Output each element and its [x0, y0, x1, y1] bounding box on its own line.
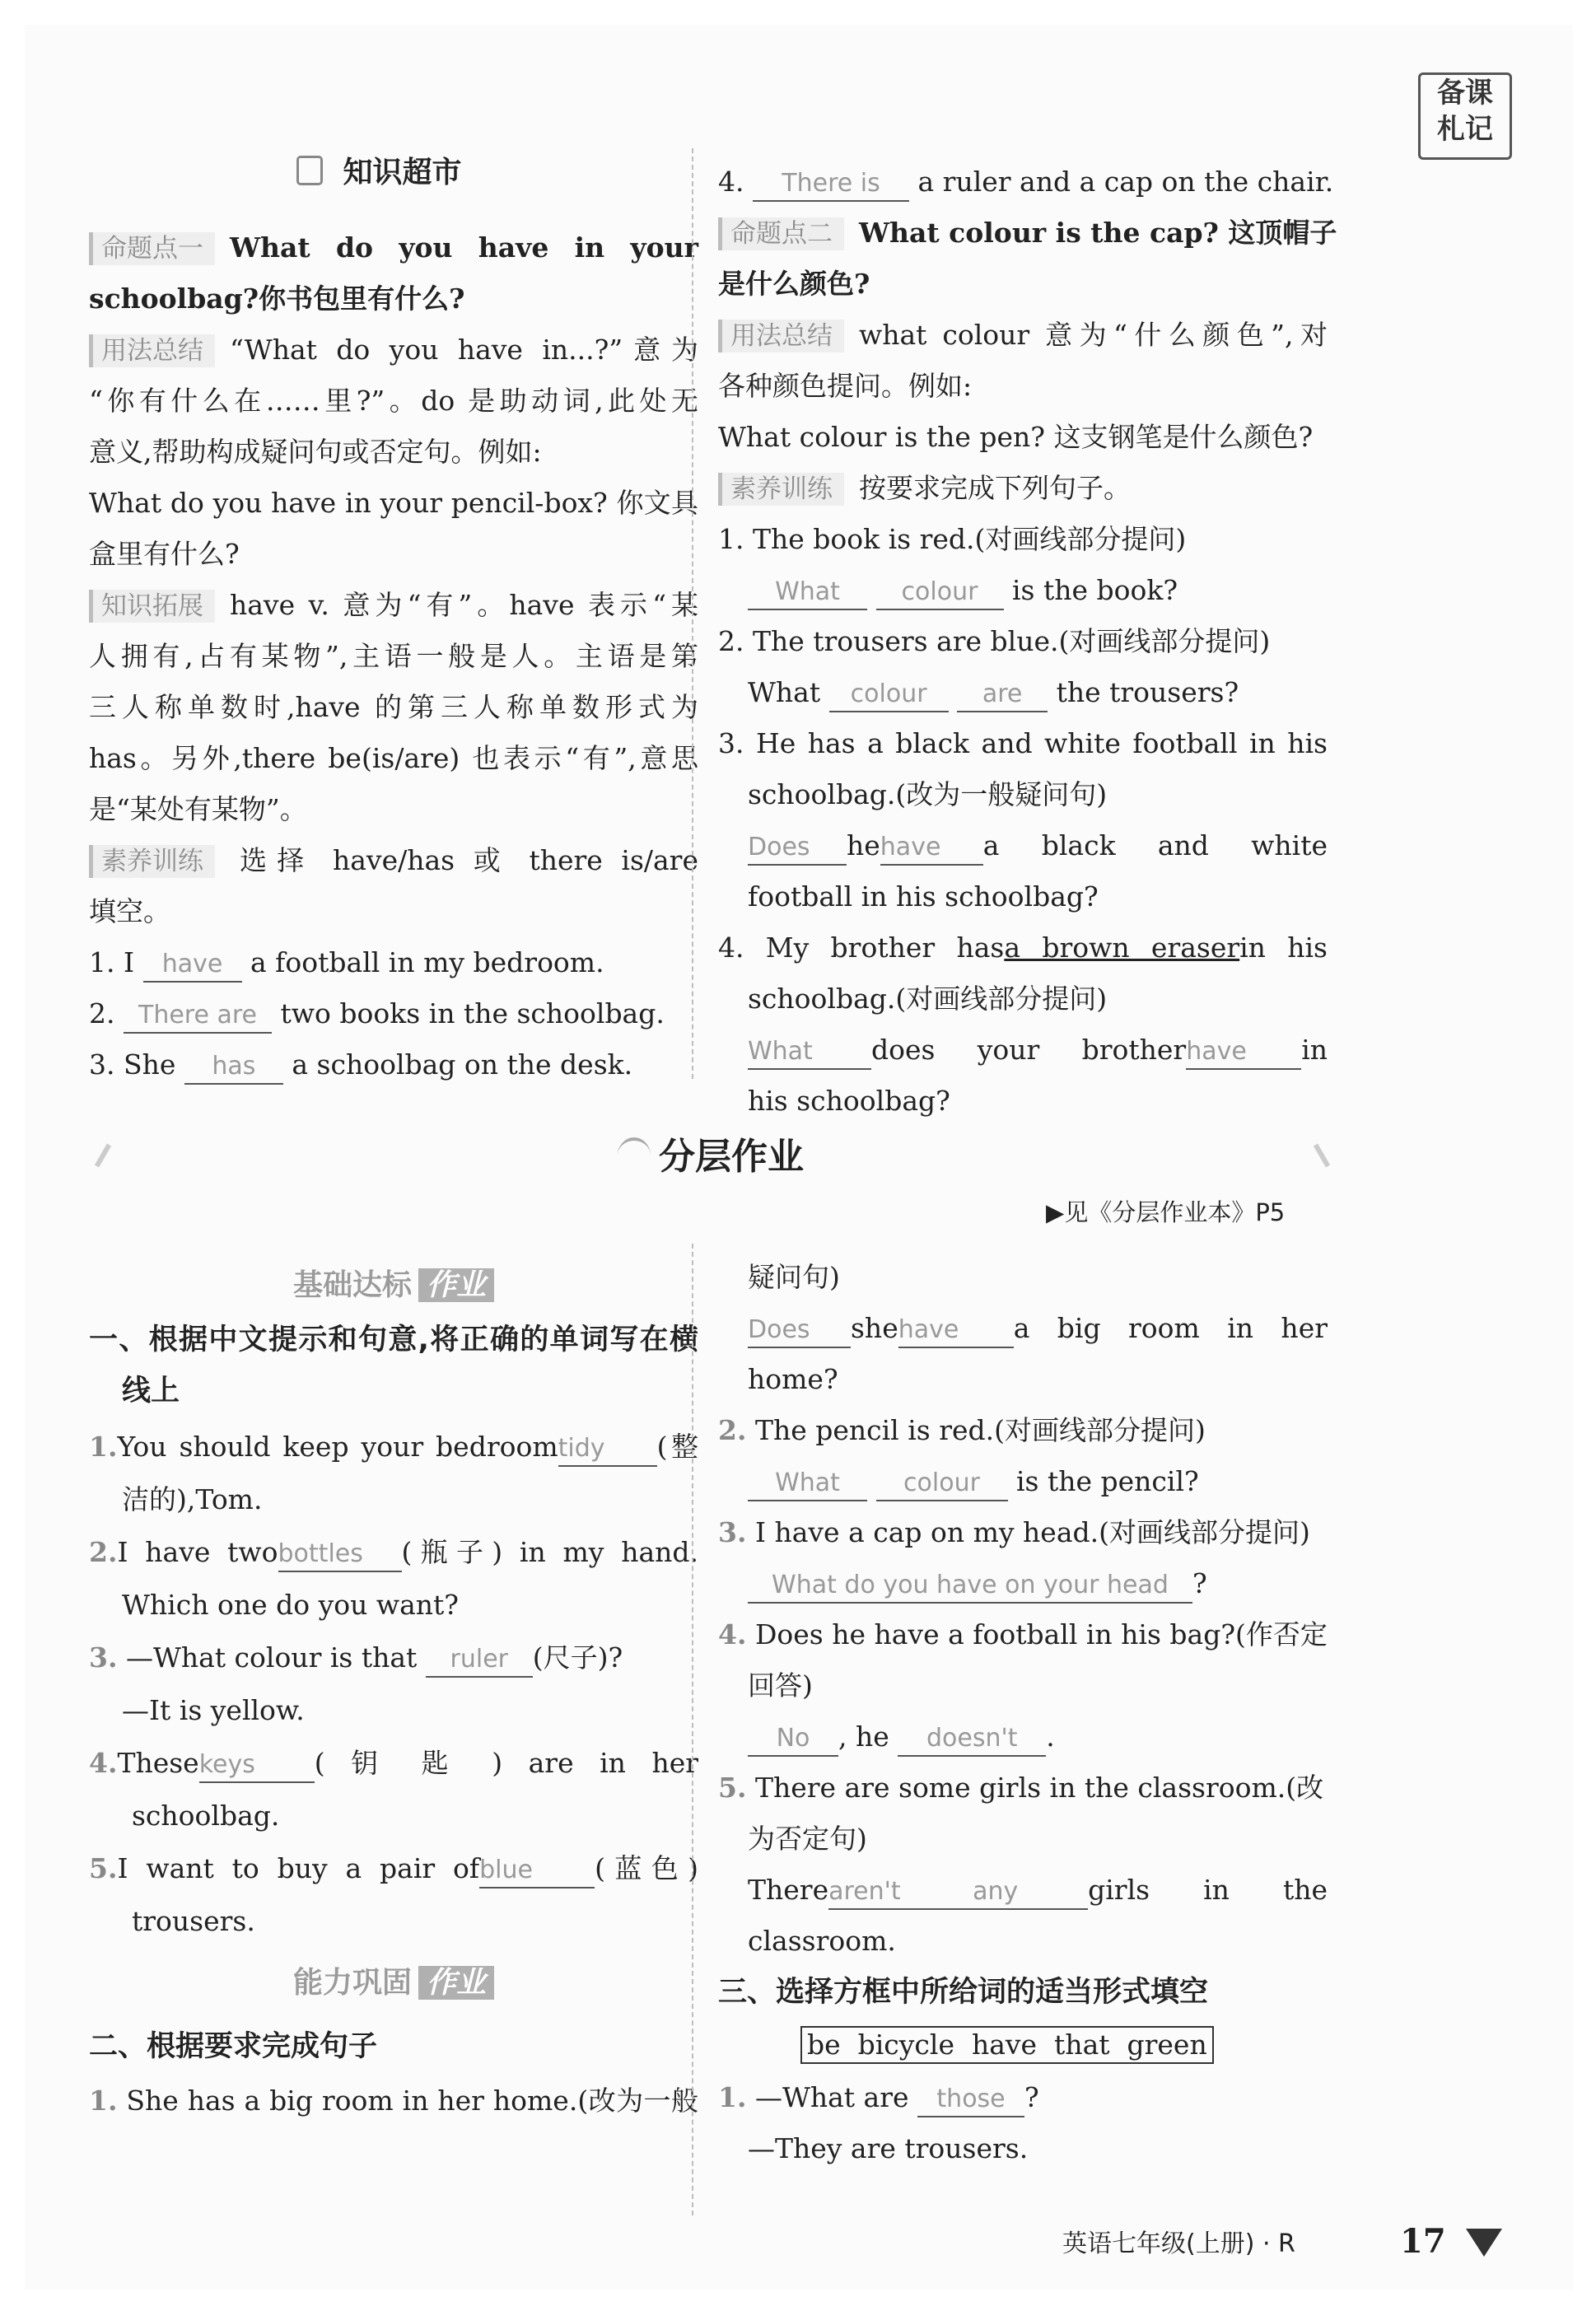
- s2-item-2: 2. The pencil is red.(对画线部分提问): [718, 1414, 1206, 1446]
- market-item-1: [89, 937, 698, 988]
- answer-tail: ?: [1024, 2081, 1039, 2113]
- s3-item-1-line-2: —They are trousers.: [748, 2132, 1029, 2164]
- item-hint: (瓶子) in my hand.: [401, 1536, 698, 1568]
- s2-item-5-line-4: classroom.: [748, 1925, 896, 1957]
- q4-text-a: 4. My brother has: [718, 931, 1005, 964]
- ext-line-4: has。另外,there be(is/are) 也表示“有”,意思: [89, 742, 698, 774]
- point2-heading-a: What colour is the cap? 这顶帽子: [859, 217, 1337, 249]
- homework-title: [618, 1128, 804, 1186]
- answer-blank[interactable]: those: [917, 2083, 1024, 2117]
- answer-blank[interactable]: No: [748, 1722, 838, 1757]
- answer-blank[interactable]: any: [973, 1875, 1088, 1910]
- s2-item-1-cont: 疑问句): [748, 1261, 840, 1293]
- train-line-2: 填空。: [89, 895, 170, 927]
- answer-tail: is the book?: [1012, 574, 1178, 606]
- usage-tag: 用法总结: [89, 334, 215, 367]
- answer-blank[interactable]: have: [143, 948, 242, 983]
- item-number: 4.: [89, 1747, 118, 1779]
- item-number: 2.: [89, 1536, 118, 1568]
- answer-blank[interactable]: keys: [199, 1748, 315, 1783]
- basic-banner: [89, 1260, 698, 1314]
- point2-heading: [718, 208, 1337, 259]
- answer-blank[interactable]: colour: [829, 678, 949, 712]
- ext-line-1: [89, 580, 698, 631]
- ext-text: have v. 意为“有”。have 表示“某: [230, 589, 698, 621]
- s2-item-4-answer: No , he doesn't .: [718, 1711, 1328, 1762]
- s2-item-1-answer: [718, 1303, 1328, 1354]
- ext-line-2: 人拥有,占有某物”,主语一般是人。主语是第: [89, 640, 698, 672]
- item-number: 5.: [89, 1852, 118, 1884]
- page: [25, 25, 1573, 2290]
- play-triangle-icon: ▶: [1046, 1198, 1065, 1226]
- ext-line-5: 是“某处有某物”。: [89, 793, 307, 825]
- item-text: She has a big room in her home.(改为一般: [126, 2085, 698, 2117]
- q3-line-4: football in his schoolbag?: [748, 880, 1099, 913]
- q1-answer-line: [718, 565, 1328, 616]
- answer-blank[interactable]: What: [748, 1035, 871, 1070]
- answer-blank[interactable]: There are: [124, 999, 272, 1034]
- underlined-phrase: a brown eraser: [1004, 931, 1240, 964]
- q1-prompt: 1. The book is red.(对画线部分提问): [718, 523, 1187, 555]
- slash-decoration-right: [1314, 1144, 1330, 1168]
- usage-line-2: “你有什么在……里?”。do 是助动词,此处无: [89, 385, 698, 417]
- point2-tag: 命题点二: [718, 217, 844, 250]
- answer-word: he: [847, 829, 880, 861]
- s2-item-5-answer: [718, 1865, 1328, 1916]
- book-icon: [296, 156, 323, 185]
- homework-left-column: [89, 1260, 698, 2127]
- usage-text: what colour 意为“什么颜色”,对: [859, 319, 1328, 351]
- example-line-2: 盒里有什么?: [89, 538, 240, 570]
- corner-note: 备课 札记: [1418, 72, 1512, 160]
- answer-blank[interactable]: There is: [753, 167, 909, 202]
- item-text: —What are: [754, 2081, 909, 2113]
- s2-item-4: 4. Does he have a football in his bag?(作否定: [718, 1618, 1328, 1650]
- point2-usage: [718, 310, 1328, 361]
- answer-blank[interactable]: are: [957, 678, 1048, 712]
- s1-item-2-line-2: Which one do you want?: [122, 1589, 459, 1621]
- item-number: 2.: [89, 997, 115, 1029]
- usage-tag: 用法总结: [718, 320, 844, 352]
- s2-item-3-answer: [718, 1558, 1328, 1609]
- answer-blank[interactable]: has: [184, 1050, 283, 1085]
- answer-tail: a black and white: [982, 829, 1328, 861]
- train-text: 按要求完成下列句子。: [859, 472, 1131, 504]
- reference-text: 见《分层作业本》P5: [1064, 1198, 1286, 1226]
- answer-blank[interactable]: colour: [876, 1467, 1008, 1501]
- banner-tag: 作业: [418, 1966, 494, 2000]
- ext-tag: 知识拓展: [89, 590, 215, 623]
- item-number: 4.: [718, 166, 744, 198]
- item-text: You should keep your bedroom: [117, 1431, 558, 1463]
- answer-blank[interactable]: aren't: [828, 1875, 973, 1910]
- q4-prompt-2: schoolbag.(对画线部分提问): [748, 983, 1108, 1015]
- answer-blank[interactable]: have: [1186, 1035, 1301, 1070]
- section-3-title: 三、选择方框中所给词的适当形式填空: [718, 1976, 1209, 2009]
- q2-prompt: 2. The trousers are blue.(对画线部分提问): [718, 625, 1271, 657]
- s1-item-1-line-2: 洁的),Tom.: [122, 1483, 263, 1515]
- answer-blank[interactable]: Does: [748, 1314, 851, 1348]
- market-item-3: [89, 1039, 698, 1090]
- answer-mid: , he: [838, 1720, 889, 1753]
- answer-blank[interactable]: have: [898, 1314, 1014, 1348]
- market-item-2: [89, 988, 698, 1039]
- point1-heading: [89, 222, 698, 273]
- answer-tail: is the pencil?: [1016, 1465, 1199, 1497]
- usage-line-2: 各种颜色提问。例如:: [718, 370, 973, 402]
- q4-text-b: in his: [1239, 931, 1328, 964]
- item-hint: (尺子)?: [532, 1641, 623, 1674]
- item-text: a ruler and a cap on the chair.: [917, 166, 1334, 198]
- item-hint: ( 钥 匙 ) are in her: [314, 1747, 698, 1779]
- item-text: a football in my bedroom.: [250, 946, 604, 978]
- page-number: 17: [1400, 2222, 1446, 2261]
- example-line-1: What do you have in your pencil-box? 你文具: [89, 487, 698, 519]
- answer-head: There: [748, 1874, 829, 1906]
- item-hint: (整: [656, 1431, 698, 1463]
- train-tag: 素养训练: [718, 473, 844, 506]
- item-text: I have a cap on my head.(对画线部分提问): [754, 1516, 1310, 1548]
- word-box: be bicycle have that green: [800, 2026, 1214, 2064]
- section-1-title: 一、根据中文提示和句意,将正确的单词写在横: [89, 1324, 698, 1356]
- point2-heading-b: 是什么颜色?: [718, 268, 870, 300]
- s1-item-5: [89, 1843, 698, 1894]
- answer-tail: girls in the: [1088, 1874, 1328, 1906]
- answer-blank[interactable]: have: [880, 831, 983, 866]
- item-text: Does he have a football in his bag?(作否定: [754, 1618, 1328, 1650]
- train-text: 选择 have/has 或 there is/are: [230, 844, 698, 876]
- item-hint: (蓝色): [595, 1852, 699, 1884]
- slash-decoration-left: [95, 1144, 111, 1168]
- answer-blank[interactable]: bottles: [278, 1538, 402, 1572]
- point1-heading-a: What do you have in your: [230, 231, 698, 264]
- item-text: —What colour is that: [125, 1641, 418, 1674]
- usage-line-3: 意义,帮助构成疑问句或否定句。例如:: [89, 436, 542, 468]
- section-2-title: 二、根据要求完成句子: [89, 2030, 378, 2063]
- s1-item-1: [89, 1422, 698, 1473]
- item-text: The pencil is red.(对画线部分提问): [754, 1414, 1206, 1446]
- train-line-1: [89, 835, 698, 886]
- section-1-title-2: 线上: [122, 1375, 180, 1408]
- s2-item-5: 5. There are some girls in the classroom.(改: [718, 1772, 1324, 1804]
- point2-train: [718, 463, 1328, 514]
- answer-blank[interactable]: doesn't: [898, 1722, 1046, 1757]
- item-number: 3.: [89, 1641, 118, 1674]
- q4-prompt-1: [718, 922, 1328, 973]
- arrow-decoration-icon: [1466, 2229, 1502, 2257]
- point1-heading-b: schoolbag?你书包里有什么?: [89, 282, 465, 315]
- item-text: a schoolbag on the desk.: [292, 1048, 633, 1081]
- market-title-text: 知识超市: [343, 156, 462, 189]
- q2-answer-line: [718, 667, 1328, 718]
- answer-head: What: [748, 676, 821, 708]
- answer-blank[interactable]: blue: [479, 1854, 595, 1888]
- answer-blank[interactable]: colour: [876, 576, 1004, 610]
- point1-usage: [89, 324, 698, 376]
- answer-tail: ?: [1192, 1567, 1207, 1599]
- s1-item-4: [89, 1738, 698, 1789]
- answer-blank[interactable]: tidy: [558, 1432, 657, 1467]
- q4-line-4: his schoolbag?: [748, 1085, 950, 1117]
- homework-right-column: [718, 1252, 1328, 2174]
- footer-book-label: 英语七年级(上册) · R: [1062, 2229, 1295, 2258]
- answer-word: she: [851, 1312, 898, 1344]
- banner-tag: 作业: [418, 1268, 494, 1302]
- item-number: 1.: [89, 1431, 118, 1463]
- banner-text: 基础达标: [292, 1268, 412, 1302]
- word-box-row: [718, 2018, 1328, 2072]
- s1-item-4-line-2: schoolbag.: [132, 1800, 280, 1832]
- market-title: [296, 148, 462, 198]
- item-text: There are some girls in the classroom.(改: [754, 1772, 1324, 1804]
- s2-item-4-line-2: 回答): [748, 1669, 813, 1702]
- s2-item-1-end: home?: [748, 1363, 838, 1395]
- q3-answer-line: [718, 820, 1328, 871]
- homework-header: [91, 1128, 1334, 1186]
- answer-blank[interactable]: What: [748, 576, 867, 610]
- item-text: I want to buy a pair of: [117, 1852, 480, 1884]
- s1-item-2: [89, 1527, 698, 1578]
- q4-answer-line: [718, 1025, 1328, 1076]
- q3-prompt-1: 3. He has a black and white football in his: [718, 727, 1328, 759]
- s2-item-3: 3. I have a cap on my head.(对画线部分提问): [718, 1516, 1310, 1548]
- s1-item-3-line-2: —It is yellow.: [122, 1694, 305, 1726]
- answer-tail: in: [1301, 1034, 1328, 1066]
- swirl-icon: [618, 1137, 651, 1174]
- market-item-4: [718, 156, 1334, 208]
- answer-tail: a big room in her: [1013, 1312, 1328, 1344]
- ability-banner: [89, 1949, 698, 2018]
- answer-mid: does your brother: [871, 1034, 1187, 1066]
- banner-text: 能力巩固: [292, 1966, 412, 2000]
- s1-item-5-line-2: trousers.: [132, 1905, 255, 1937]
- s2-item-1: 1. She has a big room in her home.(改为一般: [89, 2085, 698, 2117]
- answer-blank[interactable]: What do you have on your head: [748, 1569, 1192, 1604]
- homework-title-text: 分层作业: [659, 1136, 804, 1178]
- ext-line-3: 三人称单数时,have 的第三人称单数形式为: [89, 691, 698, 723]
- usage-text: “What do you have in...?”意为: [230, 334, 698, 366]
- market-left-column: [89, 222, 698, 1090]
- s1-item-3: [89, 1632, 698, 1683]
- column-divider: [692, 148, 693, 1079]
- item-text: I have two: [117, 1536, 278, 1568]
- homework-reference: [1046, 1194, 1285, 1230]
- item-text: These: [117, 1747, 199, 1779]
- example-line: What colour is the pen? 这支钢笔是什么颜色?: [718, 421, 1314, 453]
- s3-item-1: 1. —What are those ?: [718, 2072, 1328, 2123]
- answer-blank[interactable]: ruler: [426, 1643, 533, 1678]
- train-tag: 素养训练: [89, 845, 215, 878]
- item-text: two books in the schoolbag.: [280, 997, 665, 1029]
- market-right-column: [718, 156, 1337, 1127]
- s2-item-5-line-2: 为否定句): [748, 1823, 867, 1855]
- answer-blank[interactable]: What: [748, 1467, 867, 1501]
- point1-tag: 命题点一: [89, 232, 215, 265]
- q3-prompt-2: schoolbag.(改为一般疑问句): [748, 778, 1108, 810]
- column-divider-bottom: [692, 1244, 693, 2215]
- answer-blank[interactable]: Does: [748, 831, 847, 866]
- s2-item-2-answer: [718, 1456, 1328, 1507]
- item-number: 1. I: [89, 946, 135, 978]
- item-number: 3. She: [89, 1048, 176, 1081]
- answer-tail: the trousers?: [1056, 676, 1239, 708]
